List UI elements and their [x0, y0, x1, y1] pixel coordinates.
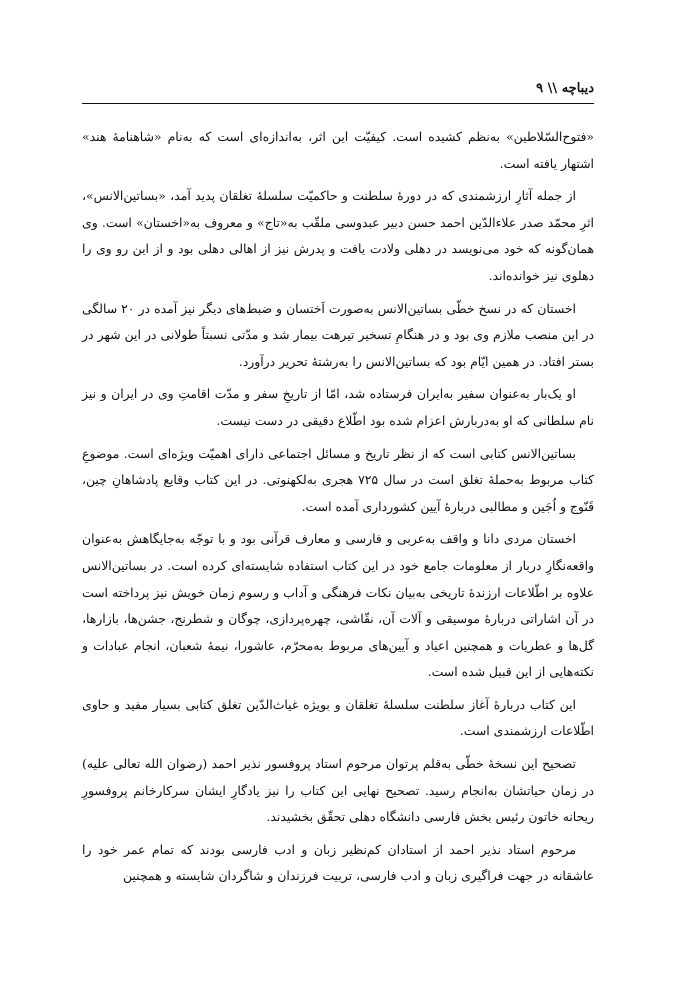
paragraph: او یک‌بار به‌عنوان سفیر به‌ایران فرستاده شد، امّا از تاریخِ سفر و مدّت اقامتِ وی در ایران و نیز نام سلطانی که او به‌دربارش اعزام شده بود اطّلاع دقیقی در دست نیست.: [82, 386, 594, 428]
book-page: [82, 78, 594, 896]
paragraph: مرحوم استاد نذیر احمد از استادان کم‌نظیر زبان و ادب فارسی بودند که تمام عمر خود را عاشقانه در جهت فراگیری زبان و ادب فارسی، تربیت فرزندان و شاگردان شایسته و همچنین: [82, 841, 594, 884]
paragraph: اخستان که در نسخ خطّی بساتین‌الانس به‌صورت اَختسان و ضبط‌های دیگر نیز آمده در ۲۰ سالگی در این منصب ملازم وی بود و در هنگامِ تسخیر تیرهت بیمار شد و مدّتی نسبتاً طولانی در این شهر در بستر افتاد. در همین ایّام بود که بساتین‌الانس را به‌رشتهٔ تحریر درآورد.: [82, 300, 594, 369]
paragraph: این کتاب دربارهٔ آغاز سلطنت سلسلهٔ تغلقان و بویژه غیاث‌الدّین تغلق کتابی بسیار مفید و حاوی اطّلاعات ارزشمندی است.: [82, 696, 594, 739]
paragraph: تصحیح این نسخهٔ خطّی به‌قلم پرتوان مرحوم استاد پروفسور نذیر احمد (رضوان الله تعالی علیه) در زمان حیاتشان به‌انجام رسید. تصحیح نهایی این کتاب را نیز یادگارِ ایشان سرکارخانم پروفسورِ ریحانه خاتون رئیس بخش فارسی دانشگاه دهلی تحقّق بخشیدند.: [82, 756, 594, 825]
paragraph: از جمله آثارِ ارزشمندی که در دورهٔ سلطنت و حاکمیّت سلسلهٔ تغلقان پدید آمد، «بساتین‌الانس»، اثرِ محمّد صدر علاءالدّین احمد حسن دبیر عبدوسی ملقّب به«تاج» و معروف به«اخستان» است. وی همان‌گونه که خود می‌نویسد در دهلی ولادت یافت و پدرش نیز از اهالی دهلی بود و از این رو وی را دهلوی نیز خوانده‌اند.: [82, 188, 594, 283]
page-body: [82, 124, 594, 890]
paragraph: بساتین‌الانس کتابی است که از نظر تاریخ و مسائل اجتماعی دارای اهمیّت ویژه‌ای است. موضوعِ کتاب مربوط به‌حملهٔ تغلق است در سال ۷۲۵ هجری به‌لکهنوتی. در این کتاب وقایع پادشاهانِ چین، قَنّوج و اُجَین و مطالبی دربارهٔ آیین کشورداری آمده است.: [82, 445, 594, 514]
paragraph: اخستان مردی دانا و واقف به‌عربی و فارسی و معارف قرآنی بود و با توجّه به‌جایگاهش به‌عنوان واقعه‌نگارِ دربار از معلومات جامع خود در این کتاب استفاده شایسته‌ای کرده است. در بساتین‌الانس علاوه بر اطّلاعات ارزندهٔ تاریخی به‌بیان نکات فرهنگی و آداب و رسوم زمان خویش نیز پرداخته است در آن اشاراتی دربارهٔ موسیقی و آلات آن، نقّاشی، چهره‌پردازی، چوگان و شطرنج، جشن‌ها، بازارها، گل‌ها و عطریات و همچنین اعیاد و آیین‌های مربوط به‌محرّم، عاشورا، نیمهٔ شعبان، انجام عبادات و نکته‌هایی از این قبیل شده است.: [82, 531, 594, 680]
running-head: دیباچه \\ ۹: [536, 81, 594, 96]
header-rule: [82, 103, 594, 104]
paragraph: «فتوح‌السّلاطین» به‌نظم کشیده است. کیفیّت این اثر، به‌اندازه‌ای است که به‌نام «شاهنامهٔ هند» اشتهار یافته است.: [82, 129, 594, 171]
